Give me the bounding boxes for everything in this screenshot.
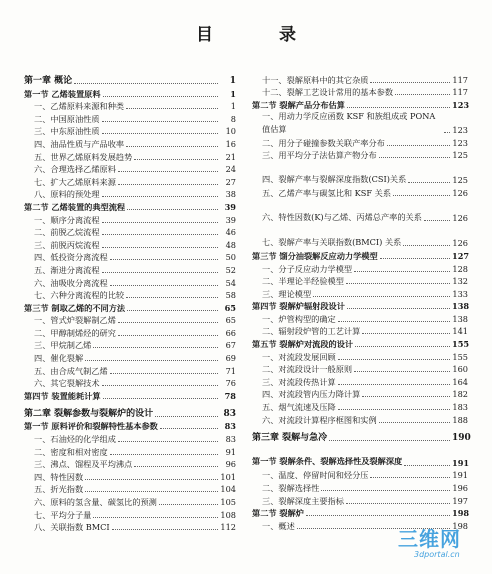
toc-entry-page-number: 138 — [452, 301, 470, 312]
toc-entry-title: 六、原料的氢含量、碳氢比的预测 — [34, 497, 157, 507]
toc-entry-item — [24, 99, 236, 112]
toc-entry-title: 一、概述 — [262, 520, 295, 531]
toc-entry-page-number: 127 — [452, 250, 470, 261]
toc-entry-page-number: 125 — [452, 175, 468, 186]
toc-entry-title: 三、裂解深度主要指标 — [262, 495, 344, 506]
dot-leader — [155, 415, 218, 417]
toc-entry-title: 三、前脱丙烷流程 — [34, 239, 100, 250]
toc-entry-item — [252, 223, 468, 248]
toc-entry-page-number: 67 — [225, 340, 236, 351]
toc-entry-item — [252, 135, 468, 148]
toc-entry-title: 五、乙烯产率与碳氢比和 KSF 关系 — [262, 187, 392, 198]
dot-leader — [102, 233, 218, 235]
toc-entry-page-number: 69 — [225, 353, 236, 364]
toc-entry-item — [24, 376, 236, 389]
toc-entry-title: 第四节 装置能耗计算 — [24, 390, 101, 401]
toc-entry-page-number: 1 — [229, 76, 236, 86]
toc-entry-title: 七、裂解产率与关联指数(BMCI) 关系 — [262, 236, 402, 247]
dot-leader — [85, 359, 218, 361]
toc-entry-chapter — [24, 405, 236, 419]
dot-leader — [134, 465, 218, 467]
toc-entry-section — [252, 336, 468, 349]
dot-leader — [93, 346, 218, 348]
toc-entry-item — [24, 237, 236, 250]
dot-leader — [127, 309, 218, 311]
toc-entry-item — [252, 399, 468, 412]
toc-entry-page-number: 58 — [225, 290, 236, 301]
toc-entry-section — [252, 97, 468, 110]
dot-leader — [110, 453, 218, 455]
toc-entry-title: 一、对流段发展回顾 — [262, 351, 336, 362]
toc-entry-page-number: 123 — [452, 99, 470, 110]
dot-leader — [444, 131, 450, 133]
toc-entry-title: 一、温度、停留时间和烃分压 — [262, 470, 369, 481]
toc-entry-page-number: 123 — [452, 124, 468, 135]
toc-entry-title: 第一节 原料评价和裂解特性基本参数 — [24, 421, 158, 432]
toc-entry-title: 第三节 馏分油裂解反应动力学模型 — [252, 250, 378, 261]
dot-leader — [159, 503, 218, 505]
toc-entry-page-number: 39 — [225, 214, 236, 225]
dot-leader — [110, 372, 218, 374]
toc-entry-item — [24, 444, 236, 457]
toc-entry-title: 第二节 乙烯装置的典型流程 — [24, 201, 126, 212]
toc-entry-item — [24, 149, 236, 162]
toc-entry-page-number: 83 — [223, 408, 236, 419]
toc-entry-page-number: 128 — [452, 263, 468, 274]
dot-leader — [126, 296, 218, 298]
dot-leader — [102, 384, 218, 386]
toc-entry-title: 四、裂解产率与裂解深度指数(CSI)关系 — [262, 173, 407, 184]
dot-leader — [103, 95, 218, 97]
toc-entry-title: 六、其它裂解技术 — [34, 378, 100, 389]
dot-leader — [380, 257, 450, 259]
toc-entry-page-number: 123 — [452, 137, 468, 148]
toc-entry-item — [24, 288, 236, 301]
toc-entry-section — [252, 506, 468, 519]
toc-entry-item — [24, 136, 236, 149]
toc-entry-page-number: 155 — [452, 351, 468, 362]
toc-entry-item — [252, 261, 468, 274]
toc-entry-item — [24, 162, 236, 175]
toc-entry-page-number: 46 — [225, 227, 236, 238]
toc-entry-page-number: 197 — [452, 495, 468, 506]
toc-entry-title: 十二、裂解工艺设计常用的基本参数 — [262, 87, 394, 98]
toc-entry-title: 三、对流段传热计算 — [262, 376, 336, 387]
toc-entry-title: 第二节 裂解炉 — [252, 508, 304, 519]
toc-entry-title: 五、世界乙烯原料发展趋势 — [34, 151, 133, 162]
toc-entry-title: 三、甲烷制乙烯 — [34, 340, 92, 351]
dot-leader — [126, 145, 218, 147]
toc-entry-item — [24, 174, 236, 187]
toc-entry-page-number: 83 — [225, 434, 236, 445]
toc-entry-page-number: 10 — [225, 126, 236, 137]
toc-entry-section — [252, 248, 468, 261]
toc-entry-page-number: 83 — [224, 421, 236, 432]
toc-entry-page-number: 1 — [230, 88, 236, 99]
toc-entry-title: 六、特性因数(K)与乙烯、丙烯总产率的关系 — [262, 211, 422, 222]
toc-entry-item — [252, 493, 468, 506]
toc-entry-item — [252, 311, 468, 324]
toc-entry-item — [252, 148, 468, 161]
toc-entry-item — [252, 110, 468, 135]
toc-list-right — [252, 72, 471, 531]
toc-entry-item — [252, 185, 468, 198]
dot-leader — [370, 81, 450, 83]
toc-entry-item — [252, 362, 468, 375]
toc-entry-section — [24, 199, 236, 212]
dot-leader — [404, 464, 450, 466]
toc-entry-page-number: 104 — [220, 484, 236, 495]
toc-entry-page-number: 8 — [230, 113, 236, 124]
toc-entry-page-number: 39 — [224, 201, 236, 212]
toc-entry-page-number: 132 — [452, 276, 468, 287]
toc-entry-item — [252, 387, 468, 400]
site-watermark — [398, 528, 486, 562]
toc-entry-page-number: 126 — [452, 238, 468, 249]
dot-leader — [338, 358, 450, 360]
dot-leader — [395, 93, 450, 95]
toc-entry-title: 二、半理论半经验模型 — [262, 276, 344, 287]
toc-entry-title: 第四节 裂解炉辐射段设计 — [252, 301, 345, 312]
toc-entry-item — [24, 469, 236, 482]
toc-entry-item — [24, 262, 236, 275]
toc-entry-item — [24, 482, 236, 495]
dot-leader — [110, 284, 218, 286]
toc-entry-page-number: 160 — [452, 364, 468, 375]
toc-entry-item — [252, 198, 468, 223]
dot-leader — [118, 183, 218, 185]
toc-entry-page-number: 198 — [452, 508, 470, 519]
toc-entry-page-number: 16 — [225, 138, 236, 149]
toc-entry-page-number: 183 — [452, 402, 468, 413]
toc-entry-title: 八、原料的预处理 — [34, 189, 100, 200]
toc-entry-title: 二、甲醇制烯烃的研究 — [34, 327, 116, 338]
toc-entry-title: 一、管式炉裂解制乙烯 — [34, 315, 116, 326]
toc-entry-page-number: 101 — [220, 471, 236, 482]
dot-leader — [118, 170, 218, 172]
page-title: 目 录 — [196, 25, 326, 45]
toc-entry-item — [24, 363, 236, 376]
dot-leader — [313, 295, 450, 297]
toc-entry-item — [24, 111, 236, 124]
dot-leader — [103, 397, 218, 399]
toc-entry-section — [24, 388, 236, 401]
toc-entry-page-number: 191 — [452, 457, 470, 468]
toc-entry-title: 五、烟气流速及压降 — [262, 402, 336, 413]
toc-entry-page-number: 133 — [452, 288, 468, 299]
dot-leader — [393, 194, 450, 196]
dot-leader — [74, 82, 218, 84]
dot-leader — [347, 307, 450, 309]
toc-entry-title: 十一、裂解原料中的其它杂质 — [262, 74, 369, 85]
toc-entry-item — [24, 457, 236, 470]
toc-entry-item — [24, 494, 236, 507]
toc-entry-title: 一、用动力学反应函数 KSF 和族组成或 PONA 值估算 — [262, 111, 436, 134]
dot-leader — [362, 395, 450, 397]
toc-entry-item — [252, 374, 468, 387]
toc-entry-title: 五、折光指数 — [34, 484, 84, 495]
toc-entry-page-number: 138 — [452, 313, 468, 324]
dot-leader — [355, 345, 450, 347]
dot-leader — [102, 221, 218, 223]
toc-entry-section — [24, 419, 236, 432]
toc-entry-item — [252, 412, 468, 425]
dot-leader — [338, 408, 450, 410]
toc-entry-page-number: 125 — [452, 150, 468, 161]
toc-entry-title: 七、六种分离流程的比较 — [34, 290, 125, 301]
dot-leader — [379, 421, 450, 423]
toc-entry-title: 四、低投资分离流程 — [34, 252, 108, 263]
dot-leader — [354, 270, 450, 272]
toc-entry-title: 一、顺序分离流程 — [34, 214, 100, 225]
toc-entry-title: 三、沸点、馏程及平均沸点 — [34, 459, 133, 470]
toc-entry-title: 第一节 裂解条件、裂解选择性及裂解深度 — [252, 456, 403, 467]
dot-leader — [102, 195, 218, 197]
dot-leader — [134, 158, 218, 160]
toc-entry-title: 二、对流段设计一般原则 — [262, 364, 353, 375]
dot-leader — [379, 156, 450, 158]
toc-entry-page-number: 190 — [452, 432, 471, 443]
dot-leader — [93, 516, 218, 518]
watermark-logo-text: 三维网 — [398, 527, 461, 551]
toc-entry-page-number: 96 — [225, 459, 236, 470]
toc-entry-page-number: 21 — [225, 151, 236, 162]
dot-leader — [85, 478, 218, 480]
toc-entry-title: 六、对流段计算程序框图和实例 — [262, 414, 377, 425]
toc-entry-page-number: 65 — [225, 315, 236, 326]
dot-leader — [347, 106, 450, 108]
toc-entry-title: 六、合理选择乙烯原料 — [34, 164, 116, 175]
dot-leader — [346, 502, 450, 504]
toc-entry-page-number: 65 — [224, 302, 236, 313]
toc-entry-item — [24, 507, 236, 520]
toc-right-column — [252, 72, 471, 531]
toc-entry-page-number: 78 — [224, 390, 236, 401]
dot-leader — [424, 219, 450, 221]
toc-entry-page-number: 164 — [452, 376, 468, 387]
toc-entry-title: 第三节 制取乙烯的不同方法 — [24, 302, 126, 313]
toc-entry-title: 二、裂解选择性 — [262, 483, 320, 493]
toc-entry-item — [252, 468, 468, 481]
dot-leader — [127, 208, 218, 210]
toc-entry-title: 第二章 裂解参数与裂解炉的设计 — [24, 408, 154, 419]
toc-entry-page-number: 198 — [452, 520, 468, 531]
dot-leader — [85, 490, 218, 492]
toc-entry-title: 一、石油烃的化学组成 — [34, 434, 116, 445]
dot-leader — [387, 144, 450, 146]
toc-entry-item — [252, 324, 468, 337]
dot-leader — [354, 370, 450, 372]
toc-entry-page-number: 117 — [452, 87, 468, 98]
toc-entry-title: 一、炉管构型的确定 — [262, 313, 336, 324]
toc-entry-chapter — [24, 72, 236, 86]
toc-entry-page-number: 24 — [225, 164, 236, 175]
toc-entry-page-number: 66 — [225, 327, 236, 338]
toc-entry-item — [252, 85, 468, 98]
toc-entry-item — [252, 349, 468, 362]
toc-entry-item — [252, 160, 468, 185]
toc-list-left — [24, 72, 236, 532]
toc-entry-page-number: 126 — [452, 213, 468, 224]
toc-entry-title: 二、密度和相对密度 — [34, 446, 108, 457]
toc-entry-section — [252, 299, 468, 312]
toc-entry-section — [24, 300, 236, 313]
dot-leader — [338, 383, 450, 385]
toc-entry-title: 第三章 裂解与急冷 — [252, 432, 328, 443]
toc-entry-section — [24, 86, 236, 99]
toc-entry-page-number: 191 — [452, 470, 468, 481]
toc-entry-item — [252, 72, 468, 85]
dot-leader — [118, 321, 218, 323]
dot-leader — [321, 489, 450, 491]
toc-entry-page-number: 91 — [225, 446, 236, 457]
dot-leader — [118, 440, 218, 442]
toc-entry-title: 四、特性因数 — [34, 471, 84, 482]
toc-entry-title: 二、用分子碰撞参数关联产率分布 — [262, 137, 385, 148]
toc-entry-title: 六、油吸收分离流程 — [34, 277, 108, 288]
toc-entry-title: 二、前脱乙烷流程 — [34, 227, 100, 238]
toc-entry-title: 第二节 裂解产品分布估算 — [252, 99, 345, 110]
toc-entry-title: 三、理论模型 — [262, 288, 312, 299]
toc-entry-page-number: 52 — [225, 264, 236, 275]
toc-entry-page-number: 54 — [225, 277, 236, 288]
toc-entry-page-number: 1 — [230, 101, 236, 112]
toc-entry-chapter — [252, 429, 471, 443]
toc-entry-title: 第一章 概论 — [24, 76, 73, 86]
toc-entry-page-number: 48 — [225, 239, 236, 250]
toc-entry-item — [24, 350, 236, 363]
dot-leader — [362, 332, 450, 334]
toc-entry-item — [24, 187, 236, 200]
toc-entry-title: 七、平均分子量 — [34, 509, 92, 520]
dot-leader — [126, 107, 218, 109]
toc-entry-item — [24, 338, 236, 351]
toc-entry-title: 五、渐进分离流程 — [34, 264, 100, 275]
toc-entry-page-number: 155 — [452, 339, 470, 350]
toc-entry-item — [24, 225, 236, 238]
toc-left-column — [24, 72, 236, 532]
toc-entry-title: 三、用平均分子法估算产物分布 — [262, 150, 377, 161]
dot-leader — [102, 120, 218, 122]
toc-entry-title: 四、对流段管内压力降计算 — [262, 389, 361, 400]
toc-entry-title: 二、辐射段炉管的工艺计算 — [262, 326, 361, 337]
dot-leader — [403, 244, 450, 246]
toc-entry-title: 四、油品性质与产品收率 — [34, 138, 125, 149]
dot-leader — [102, 132, 218, 134]
toc-entry-item — [252, 286, 468, 299]
dot-leader — [346, 282, 450, 284]
watermark-url: 3dportal.cn — [414, 550, 460, 559]
toc-entry-item — [24, 275, 236, 288]
toc-entry-item — [24, 212, 236, 225]
toc-entry-title: 一、分子反应动力学模型 — [262, 263, 353, 274]
toc-entry-title: 四、催化裂解 — [34, 353, 84, 364]
toc-entry-page-number: 38 — [225, 189, 236, 200]
toc-entry-title: 一、乙烯原料来源和种类 — [34, 101, 125, 112]
toc-entry-item — [24, 520, 236, 533]
toc-entry-item — [24, 313, 236, 326]
dot-leader — [118, 334, 218, 336]
toc-entry-item — [252, 480, 468, 493]
toc-entry-page-number: 117 — [452, 74, 468, 85]
toc-entry-title: 二、中国原油性质 — [34, 113, 100, 124]
toc-entry-item — [24, 124, 236, 137]
toc-entry-page-number: 76 — [225, 378, 236, 389]
toc-entry-page-number: 105 — [220, 497, 236, 507]
toc-entry-page-number: 50 — [225, 252, 236, 263]
dot-leader — [102, 246, 218, 248]
toc-entry-page-number: 108 — [220, 509, 236, 520]
toc-entry-title: 七、扩大乙烯原料来源 — [34, 176, 116, 187]
dot-leader — [338, 320, 450, 322]
toc-entry-title: 五、由合成气制乙烯 — [34, 365, 108, 376]
dot-leader — [408, 181, 450, 183]
toc-entry-page-number: 141 — [452, 326, 468, 337]
dot-leader — [370, 476, 450, 478]
dot-leader — [329, 439, 450, 441]
dot-leader — [110, 258, 218, 260]
toc-entry-page-number: 188 — [452, 414, 468, 425]
toc-entry-title: 八、关联指数 BMCI — [34, 522, 110, 533]
toc-entry-page-number: 112 — [220, 522, 236, 533]
toc-entry-page-number: 126 — [452, 187, 468, 198]
toc-entry-title: 第五节 裂解炉对流段的设计 — [252, 339, 354, 350]
toc-entry-item — [24, 325, 236, 338]
toc-entry-page-number: 27 — [225, 176, 236, 187]
toc-entry-title: 第一节 乙烯装置原料 — [24, 88, 101, 99]
dot-leader — [102, 271, 218, 273]
dot-leader — [306, 514, 450, 516]
toc-entry-title: 三、中东原油性质 — [34, 126, 100, 137]
toc-entry-item — [24, 250, 236, 263]
toc-entry-page-number: 196 — [452, 483, 468, 493]
toc-entry-item — [252, 274, 468, 287]
dot-leader — [112, 528, 218, 530]
toc-entry-page-number: 182 — [452, 389, 468, 400]
toc-entry-item — [24, 431, 236, 444]
toc-entry-section — [252, 443, 468, 468]
dot-leader — [160, 427, 218, 429]
toc-entry-page-number: 71 — [225, 365, 236, 376]
